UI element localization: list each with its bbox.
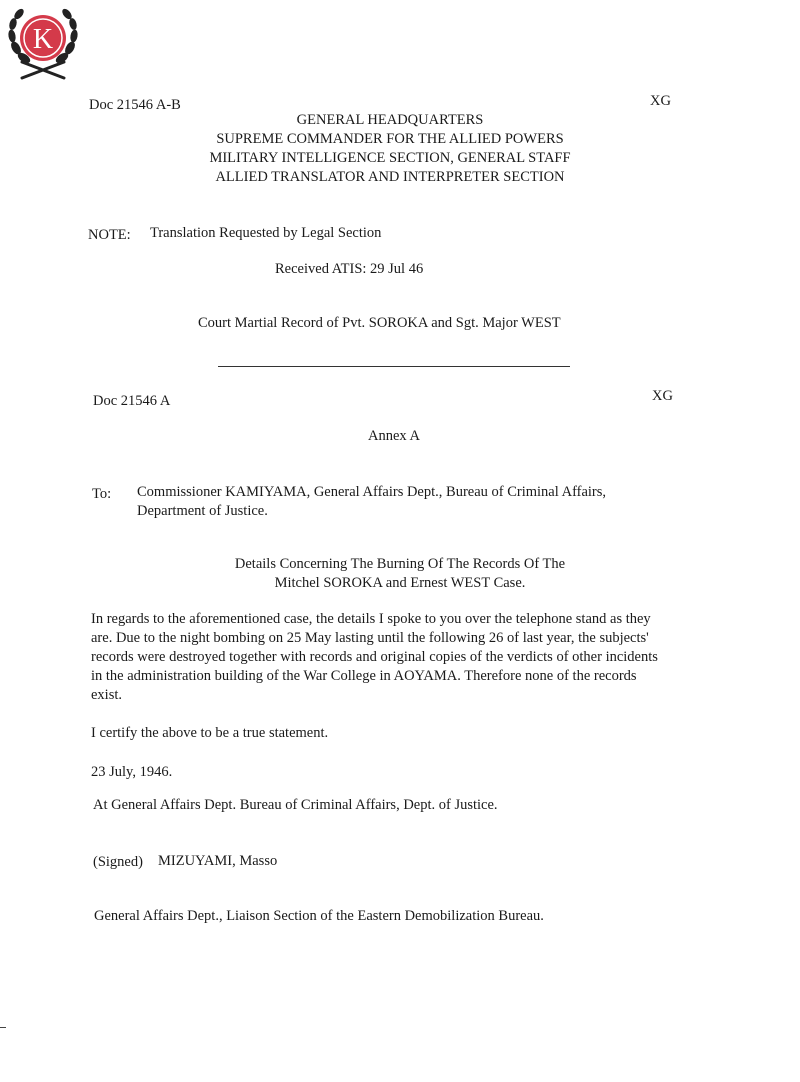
laurel-k-emblem-icon xyxy=(6,4,80,84)
details-title-line: Mitchel SOROKA and Ernest WEST Case. xyxy=(274,575,526,591)
to-label: To: xyxy=(92,486,112,502)
to-line-1: Commissioner KAMIYAMA, General Affairs Dept., Bureau of Criminal Affairs, xyxy=(137,484,607,500)
signed-name: MIZUYAMI, Masso xyxy=(158,853,278,869)
note-label: NOTE: xyxy=(88,227,131,243)
location-line: At General Affairs Dept. Bureau of Criminal Affairs, Dept. of Justice. xyxy=(93,797,498,813)
hq-line: MILITARY INTELLIGENCE SECTION, GENERAL STAFF xyxy=(209,150,571,166)
details-title-line: Details Concerning The Burning Of The Records Of The xyxy=(234,556,566,572)
logo-letter: K xyxy=(32,24,54,55)
hq-heading xyxy=(190,111,590,187)
hq-line: SUPREME COMMANDER FOR THE ALLIED POWERS xyxy=(216,131,564,147)
hq-line: ALLIED TRANSLATOR AND INTERPRETER SECTION xyxy=(215,169,565,185)
annex-classification: XG xyxy=(652,388,673,404)
body-paragraph xyxy=(91,610,711,705)
signed-label: (Signed) xyxy=(93,854,143,870)
hq-line: GENERAL HEADQUARTERS xyxy=(296,112,484,128)
to-line-2: Department of Justice. xyxy=(137,503,268,519)
received-line: Received ATIS: 29 Jul 46 xyxy=(275,261,424,277)
annex-doc-ref: Doc 21546 A xyxy=(93,393,171,409)
annex-title: Annex A xyxy=(368,428,420,444)
body-line: are. Due to the night bombing on 25 May lasting until the following 26 of last year, the subjects' xyxy=(91,630,649,646)
edge-mark xyxy=(0,1027,6,1028)
classification-top: XG xyxy=(650,93,671,109)
note-text: Translation Requested by Legal Section xyxy=(150,225,382,241)
doc-ref-top: Doc 21546 A-B xyxy=(89,97,181,113)
footer-department: General Affairs Dept., Liaison Section of the Eastern Demobilization Bureau. xyxy=(94,908,544,924)
statement-date: 23 July, 1946. xyxy=(91,764,173,780)
body-line: In regards to the aforementioned case, the details I spoke to you over the telephone stand as they xyxy=(91,611,651,627)
body-line: exist. xyxy=(91,687,123,703)
body-line: records were destroyed together with records and original copies of the verdicts of other incidents xyxy=(91,649,658,665)
subject-line: Court Martial Record of Pvt. SOROKA and Sgt. Major WEST xyxy=(198,315,561,331)
divider-rule xyxy=(218,366,570,367)
certify-statement: I certify the above to be a true statement. xyxy=(91,725,329,741)
body-line: in the administration building of the War College in AOYAMA. Therefore none of the records xyxy=(91,668,637,684)
details-title xyxy=(150,555,650,593)
